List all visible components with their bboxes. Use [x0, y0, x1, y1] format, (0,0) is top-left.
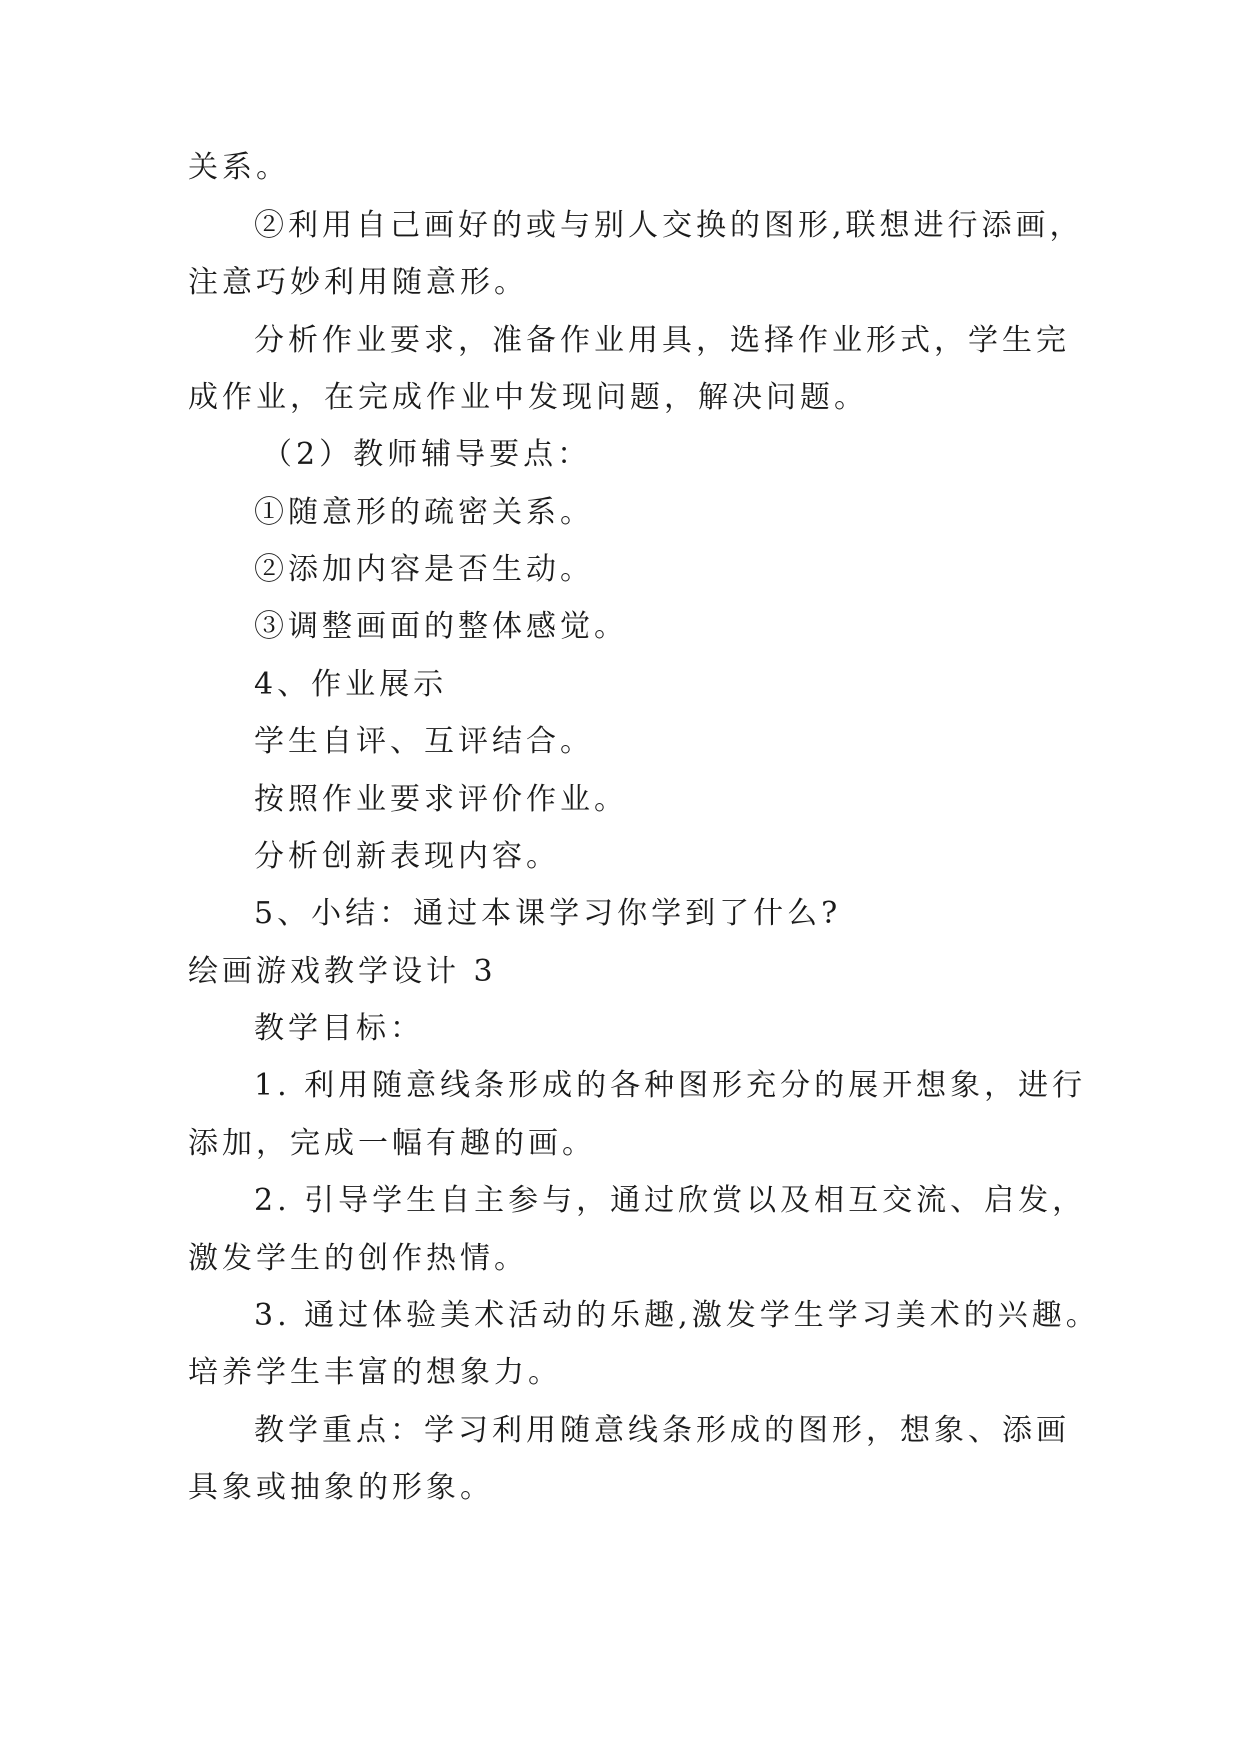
text-line: ③调整画面的整体感觉。	[254, 609, 628, 644]
text-line: ②添加内容是否生动。	[254, 552, 594, 587]
text-line: 4、作业展示	[254, 667, 448, 702]
text-line: ②利用自己画好的或与别人交换的图形,联想进行添画，	[254, 208, 1084, 243]
text-line: 分析作业要求，准备作业用具，选择作业形式，学生完	[254, 323, 1070, 358]
text-line: 分析创新表现内容。	[254, 839, 560, 874]
section-heading: 绘画游戏教学设计 3	[188, 954, 497, 989]
text-line: 激发学生的创作热情。	[188, 1241, 528, 1276]
text-line: ①随意形的疏密关系。	[254, 495, 594, 530]
text-line: 按照作业要求评价作业。	[254, 782, 628, 817]
text-line: 学生自评、互评结合。	[254, 724, 594, 759]
text-line: 关系。	[188, 150, 290, 185]
text-line: 成作业，在完成作业中发现问题，解决问题。	[188, 380, 868, 415]
text-line: 培养学生丰富的想象力。	[188, 1355, 562, 1390]
text-line: 教学重点：学习利用随意线条形成的图形，想象、添画	[254, 1413, 1070, 1448]
text-line: 2. 引导学生自主参与，通过欣赏以及相互交流、启发，	[254, 1183, 1087, 1218]
text-line: 5、小结：通过本课学习你学到了什么?	[254, 896, 842, 931]
text-line: 具象或抽象的形象。	[188, 1470, 494, 1505]
text-line: 注意巧妙利用随意形。	[188, 265, 528, 300]
text-line: （2）教师辅导要点：	[262, 437, 592, 472]
text-line: 3. 通过体验美术活动的乐趣,激发学生学习美术的兴趣。	[254, 1298, 1100, 1333]
text-line: 教学目标：	[254, 1011, 424, 1046]
text-line: 1. 利用随意线条形成的各种图形充分的展开想象，进行	[254, 1068, 1087, 1103]
text-line: 添加，完成一幅有趣的画。	[188, 1126, 596, 1161]
